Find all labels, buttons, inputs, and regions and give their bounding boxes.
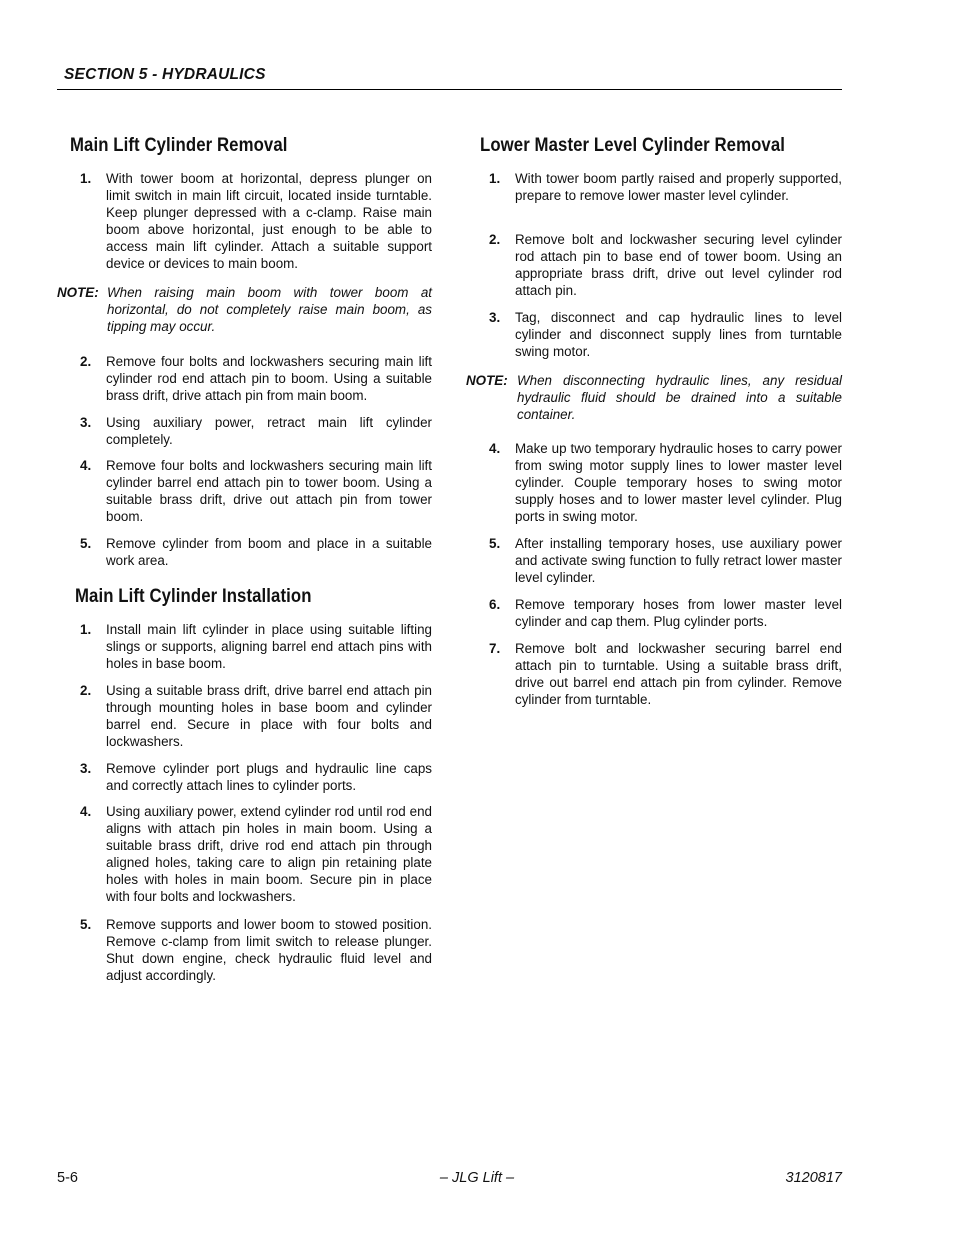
- list-item: [80, 682, 432, 750]
- step-number: 3.: [80, 761, 92, 776]
- step-number: 3.: [80, 415, 92, 430]
- step-text: Using a suitable brass drift, drive barrel end attach pin through mounting holes in base boom and cylinder barrel end. Secure in place with four bolts and lockwashers.: [106, 683, 432, 750]
- step-number: 5.: [80, 536, 92, 551]
- heading-main-lift-removal: Main Lift Cylinder Removal: [70, 134, 288, 156]
- step-number: 3.: [489, 310, 501, 325]
- step-number: 2.: [489, 232, 501, 247]
- list-item: [489, 535, 842, 586]
- step-number: 5.: [80, 917, 92, 932]
- step-number: 6.: [489, 597, 501, 612]
- step-number: 2.: [80, 683, 92, 698]
- list-item: [80, 916, 432, 984]
- step-text: Install main lift cylinder in place using suitable lifting slings or supports, aligning barrel end attach pins with holes in base boom.: [106, 622, 432, 672]
- note-label: NOTE:: [466, 373, 508, 388]
- step-text: Using auxiliary power, extend cylinder rod until rod end aligns with attach pin holes in main boom. Using a suitable brass drift, drive rod end attach pin through aligned holes, taking care to align pin retaining plate holes with holes in main boom. Secure pin in place with four bolts and lockwashers.: [106, 804, 432, 905]
- list-item: [80, 414, 432, 448]
- step-text: Remove supports and lower boom to stowed position. Remove c-clamp from limit switch to release plunger. Shut down engine, check hydraulic fluid level and adjust accordingly.: [106, 917, 432, 984]
- list-item: [80, 353, 432, 404]
- list-item: [80, 760, 432, 794]
- step-text: Remove four bolts and lockwashers securing main lift cylinder barrel end attach pin to tower boom. Using a suitable brass drift, drive out attach pin from tower boom.: [106, 458, 432, 525]
- step-text: Tag, disconnect and cap hydraulic lines to level cylinder and disconnect supply lines from turntable swing motor.: [515, 310, 842, 360]
- step-number: 1.: [80, 622, 92, 637]
- step-text: Remove four bolts and lockwashers securing main lift cylinder rod end attach pin to boom. Using a suitable brass drift, drive attach pin from main boom.: [106, 354, 432, 404]
- step-number: 1.: [489, 171, 501, 186]
- list-item: [80, 621, 432, 672]
- footer-center-text: – JLG Lift –: [439, 1170, 515, 1186]
- list-item: [489, 440, 842, 525]
- step-number: 4.: [489, 441, 501, 456]
- step-text: Using auxiliary power, retract main lift cylinder completely.: [106, 415, 432, 448]
- step-number: 4.: [80, 458, 92, 473]
- list-item: [80, 803, 432, 906]
- note-text: When disconnecting hydraulic lines, any residual hydraulic fluid should be drained into a suitable container.: [517, 373, 842, 423]
- section-title: SECTION 5 - HYDRAULICS: [64, 66, 266, 83]
- note-block: [466, 372, 842, 423]
- step-text: Remove cylinder port plugs and hydraulic line caps and correctly attach lines to cylinder ports.: [106, 761, 432, 794]
- list-item: [80, 535, 432, 569]
- footer-page-number: 5-6: [57, 1170, 78, 1186]
- step-number: 5.: [489, 536, 501, 551]
- heading-main-lift-installation: Main Lift Cylinder Installation: [75, 585, 312, 607]
- step-text: After installing temporary hoses, use auxiliary power and activate swing function to fully retract lower master level cylinder.: [515, 536, 842, 586]
- step-text: Remove bolt and lockwasher securing barrel end attach pin to turntable. Using a suitable brass drift, drive out barrel end attach pin from cylinder. Remove cylinder from turntable.: [515, 641, 842, 708]
- step-text: Remove temporary hoses from lower master level cylinder and cap them. Plug cylinder ports.: [515, 597, 842, 630]
- step-text: With tower boom at horizontal, depress plunger on limit switch in main lift circuit, located inside turntable. Keep plunger depressed with a c-clamp. Raise main boom above horizontal, just enough to be able to access main lift cylinder. Attach a suitable support device or devices to main boom.: [106, 171, 432, 272]
- step-number: 1.: [80, 171, 92, 186]
- note-text: When raising main boom with tower boom at horizontal, do not completely raise main boom, as tipping may occur.: [107, 285, 432, 335]
- list-item: [489, 231, 842, 299]
- step-number: 7.: [489, 641, 501, 656]
- list-item: [489, 170, 842, 204]
- list-item: [489, 309, 842, 360]
- list-item: [489, 640, 842, 708]
- step-text: Remove bolt and lockwasher securing level cylinder rod attach pin to base end of tower boom. Using an appropriate brass drift, drive out level cylinder rod attach pin.: [515, 232, 842, 299]
- step-number: 4.: [80, 804, 92, 819]
- step-number: 2.: [80, 354, 92, 369]
- list-item: [80, 457, 432, 525]
- heading-lower-master-removal: Lower Master Level Cylinder Removal: [480, 134, 785, 156]
- list-item: [80, 170, 432, 273]
- footer-doc-number: 3120817: [785, 1170, 842, 1186]
- note-block: [57, 284, 432, 335]
- note-label: NOTE:: [57, 285, 99, 300]
- page-header: [57, 64, 842, 90]
- step-text: Make up two temporary hydraulic hoses to carry power from swing motor supply lines to lower master level cylinder. Couple temporary hoses to swing motor supply hoses and to lower master level cylinder. Plug ports in swing motor.: [515, 441, 842, 525]
- step-text: With tower boom partly raised and properly supported, prepare to remove lower master level cylinder.: [515, 171, 842, 204]
- step-text: Remove cylinder from boom and place in a suitable work area.: [106, 536, 432, 569]
- list-item: [489, 596, 842, 630]
